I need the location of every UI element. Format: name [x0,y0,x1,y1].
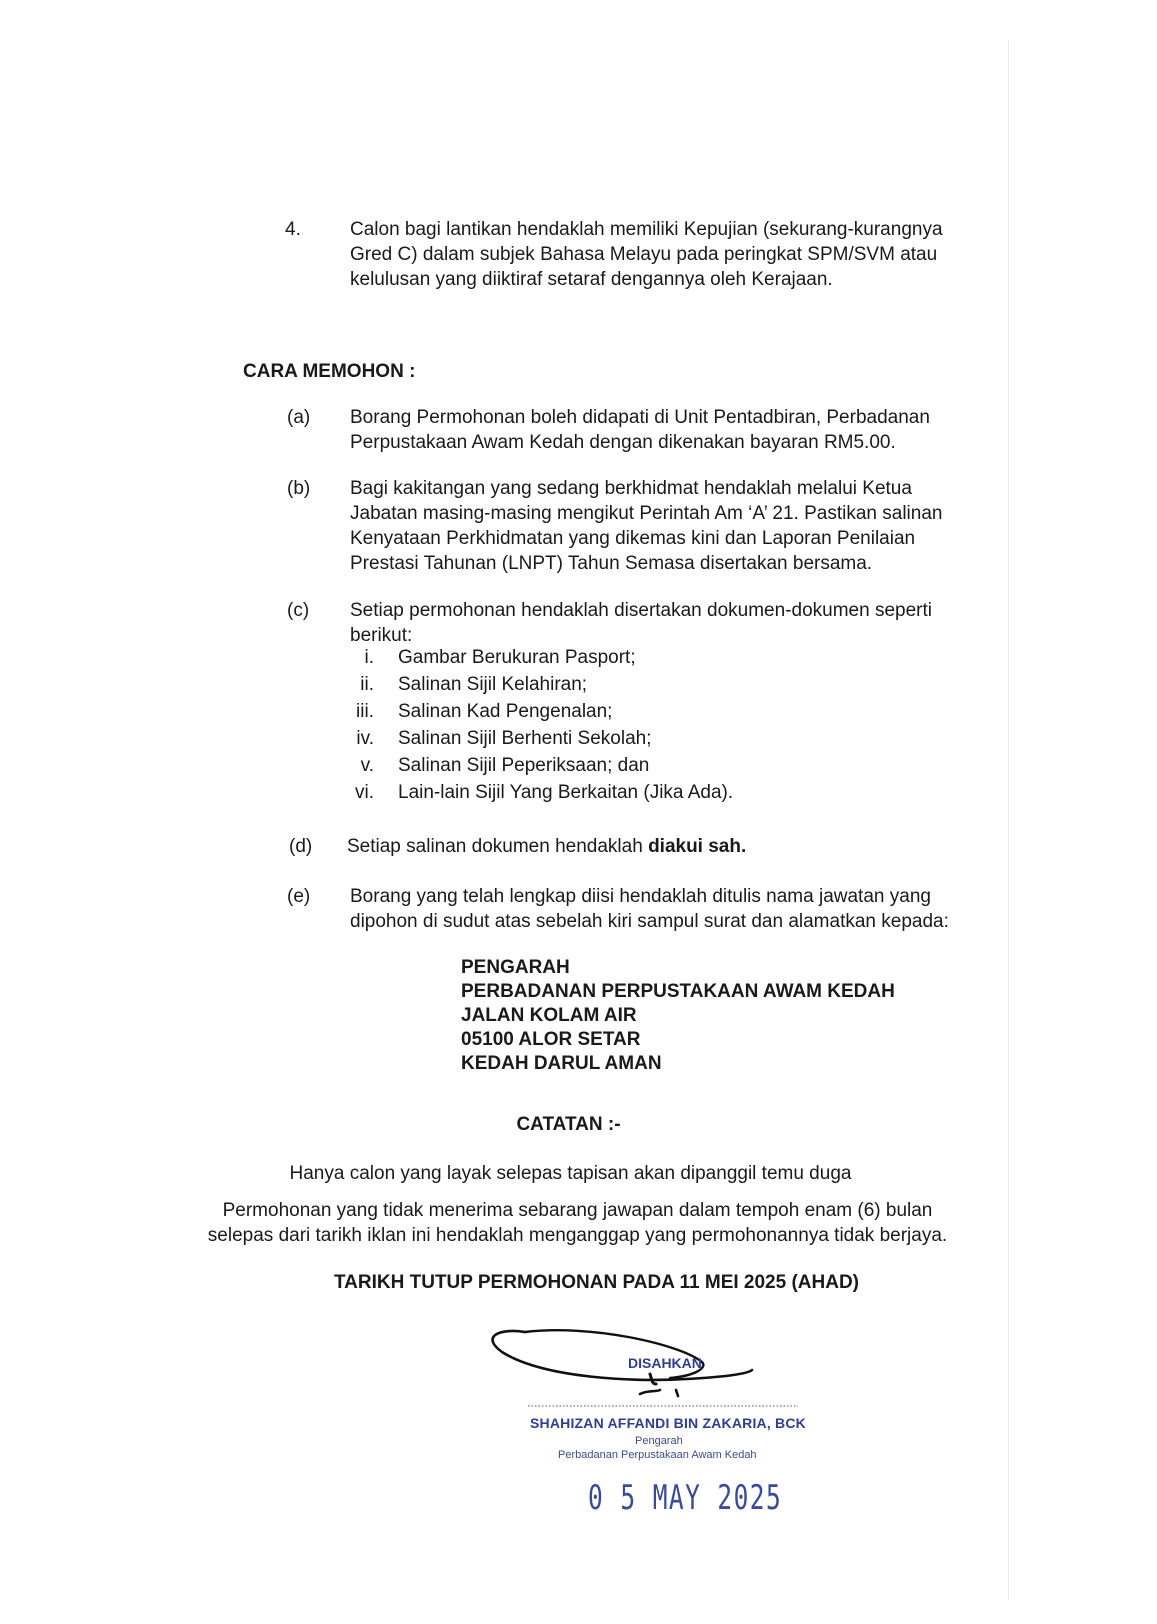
address-line: PERBADANAN PERPUSTAKAAN AWAM KEDAH [461,981,895,1002]
item-e-label: (e) [287,886,311,907]
item-4-number: 4. [285,219,301,240]
item-4-line: Calon bagi lantikan hendaklah memiliki Kepujian (sekurang-kurangnya [350,219,943,240]
document-list-item [330,779,733,806]
item-b-label: (b) [287,478,311,499]
item-c-line: berikut: [350,625,413,646]
list-numeral: vi. [355,782,374,803]
address-line: 05100 ALOR SETAR [461,1029,641,1050]
document-list-item [330,644,636,671]
list-numeral: iii. [356,701,374,722]
item-d-emphasis: diakui sah. [648,836,747,857]
item-c-label: (c) [287,600,310,621]
list-numeral: ii. [360,674,374,695]
item-c-line: Setiap permohonan hendaklah disertakan dokumen-dokumen seperti [350,600,932,621]
item-e-line: dipohon di sudut atas sebelah kiri sampul surat dan alamatkan kepada: [350,911,949,932]
list-text: Salinan Sijil Berhenti Sekolah; [398,728,652,749]
stamp-verified: DISAHKAN [628,1355,702,1371]
item-b-line: Prestasi Tahunan (LNPT) Tahun Semasa disertakan bersama. [350,553,873,574]
document-list-item [330,752,649,779]
item-b-line: Jabatan masing-masing mengikut Perintah Am ‘A’ 21. Pastikan salinan [350,503,943,524]
address-line: PENGARAH [461,957,570,978]
catatan-note-1: Hanya calon yang layak selepas tapisan akan dipanggil temu duga [289,1163,852,1184]
item-e-text [350,884,1007,934]
item-b-line: Bagi kakitangan yang sedang berkhidmat hendaklah melalui Ketua [350,478,912,499]
item-a-label: (a) [287,407,311,428]
catatan-note-2b: selepas dari tarikh iklan ini hendaklah menganggap yang permohonannya tidak berjaya. [207,1225,948,1246]
catatan-heading: CATATAN :- [516,1114,621,1135]
stamp-organization: Perbadanan Perpustakaan Awam Kedah [558,1449,757,1461]
stamp-name: SHAHIZAN AFFANDI BIN ZAKARIA, BCK [530,1415,806,1431]
document-list-item [330,698,612,725]
list-numeral: v. [360,755,374,776]
item-c-text [350,598,1007,648]
address-line: KEDAH DARUL AMAN [461,1053,662,1074]
document-list-item [330,725,652,752]
item-d-line: Setiap salinan dokumen hendaklah [347,836,643,857]
item-4-line: kelulusan yang diiktiraf setaraf dengannya oleh Kerajaan. [350,269,833,290]
item-a-line: Perpustakaan Awam Kedah dengan dikenakan bayaran RM5.00. [350,432,896,453]
item-e-line: Borang yang telah lengkap diisi hendaklah ditulis nama jawatan yang [350,886,931,907]
item-b-line: Kenyataan Perkhidmatan yang dikemas kini dan Laporan Penilaian [350,528,916,549]
catatan-note-2a: Permohonan yang tidak menerima sebarang jawapan dalam tempoh enam (6) bulan [222,1200,933,1221]
item-4-text [350,217,1020,292]
list-text: Lain-lain Sijil Yang Berkaitan (Jika Ada). [398,782,734,803]
item-a-line: Borang Permohonan boleh didapati di Unit Pentadbiran, Perbadanan [350,407,930,428]
item-d-text [347,834,1007,859]
date-stamp: 0 5 MAY 2025 [588,1478,783,1518]
stamp-title: Pengarah [635,1435,683,1447]
cara-memohon-heading: CARA MEMOHON : [243,361,416,382]
address-line: JALAN KOLAM AIR [461,1005,637,1026]
list-numeral: i. [364,647,374,668]
document-list-item [330,671,587,698]
list-text: Gambar Berukuran Pasport; [398,647,636,668]
item-b-text [350,476,1007,576]
list-text: Salinan Sijil Peperiksaan; dan [398,755,650,776]
item-d-label: (d) [289,836,313,857]
list-text: Salinan Sijil Kelahiran; [398,674,588,695]
list-text: Salinan Kad Pengenalan; [398,701,613,722]
item-4-line: Gred C) dalam subjek Bahasa Melayu pada peringkat SPM/SVM atau [350,244,938,265]
closing-date: TARIKH TUTUP PERMOHONAN PADA 11 MEI 2025 (AHAD) [333,1272,860,1293]
list-numeral: iv. [356,728,374,749]
item-a-text [350,405,1007,455]
mailing-address [461,956,895,1076]
